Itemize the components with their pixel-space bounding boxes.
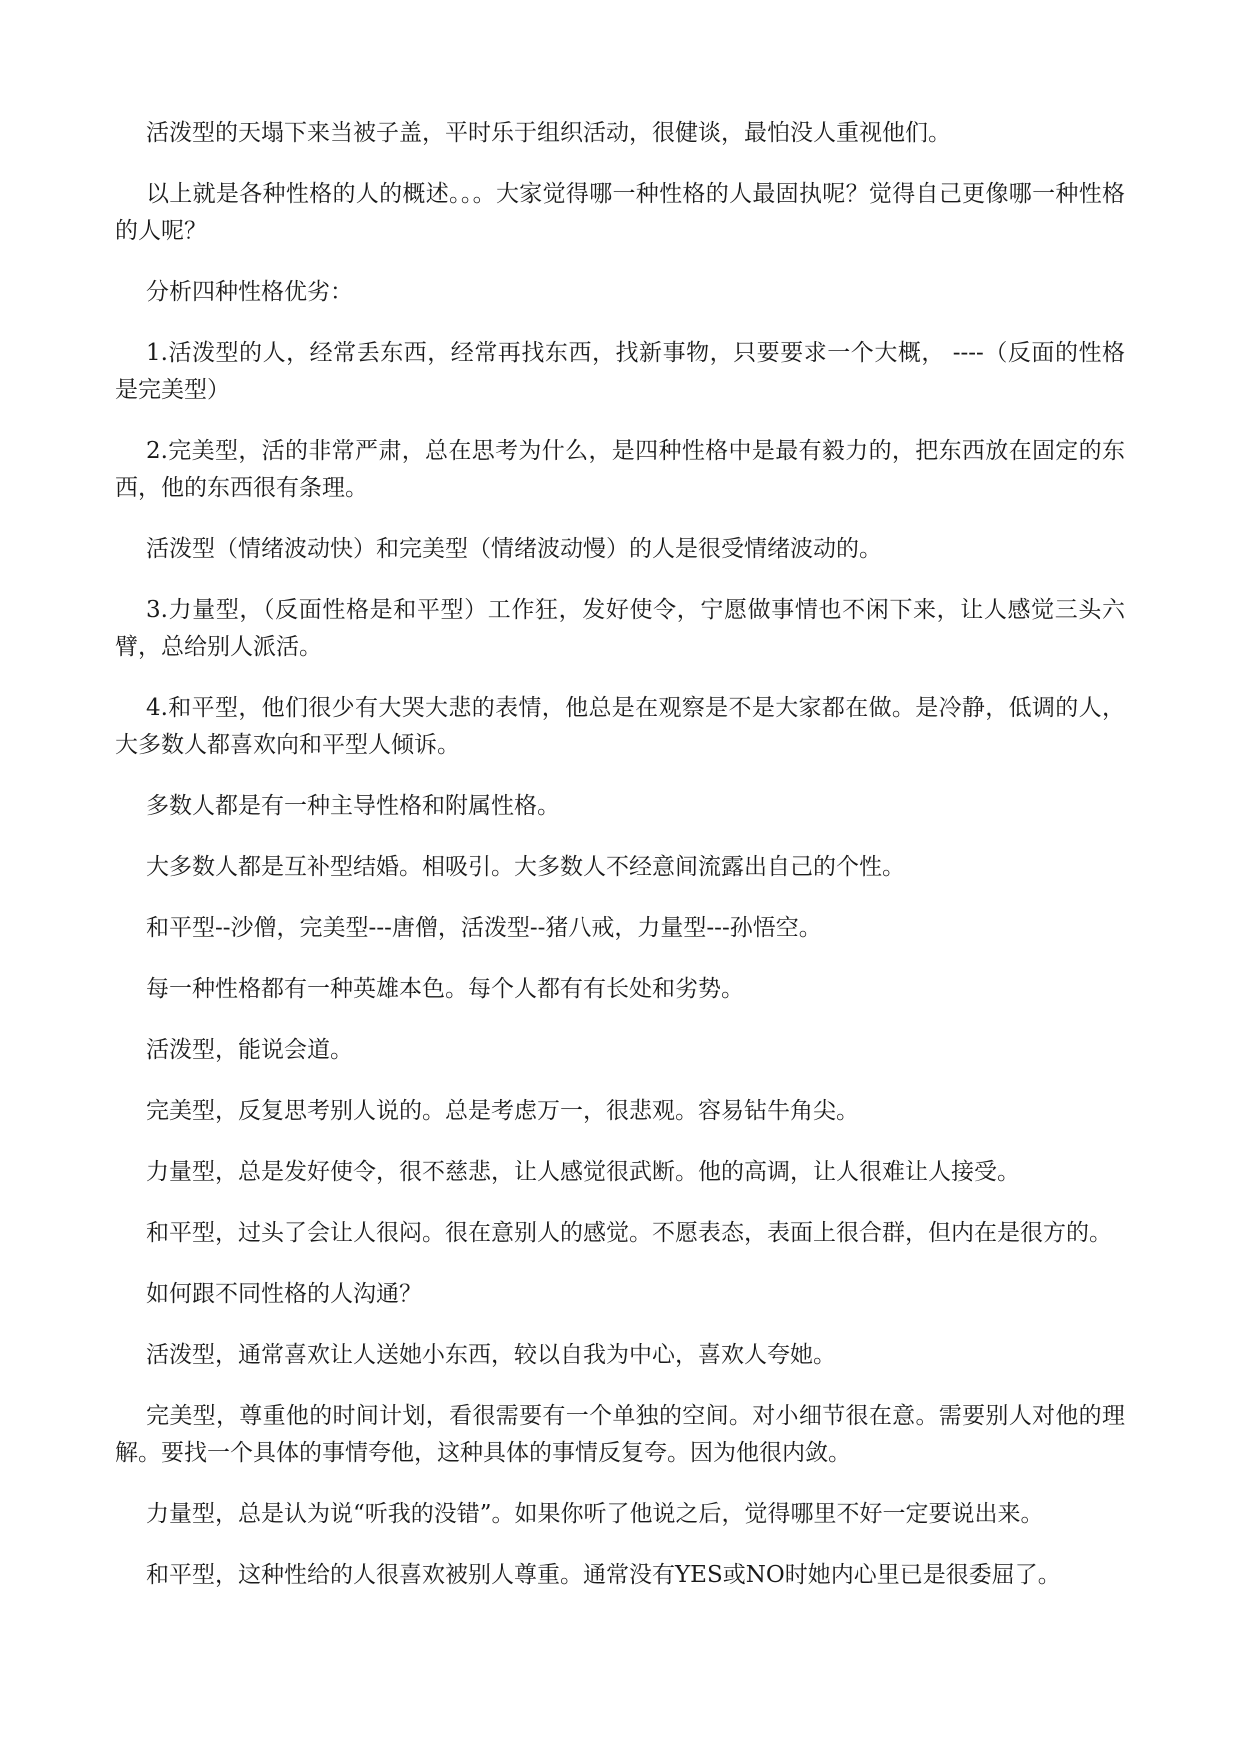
document-body [115, 115, 1125, 1618]
list-item: 4.和平型，他们很少有大哭大悲的表情，他总是在观察是不是大家都在做。是冷静，低调的人，大多数人都喜欢向和平型人倾诉。 [115, 695, 1125, 758]
paragraph: 多数人都是有一种主导性格和附属性格。 [146, 793, 560, 819]
section-heading: 分析四种性格优劣： [146, 279, 353, 305]
paragraph: 每一种性格都有一种英雄本色。每个人都有有长处和劣势。 [146, 976, 744, 1002]
paragraph: 活泼型（情绪波动快）和完美型（情绪波动慢）的人是很受情绪波动的。 [146, 536, 882, 562]
paragraph: 和平型，过头了会让人很闷。很在意别人的感觉。不愿表态，表面上很合群，但内在是很方的。 [146, 1220, 1112, 1246]
section-heading: 如何跟不同性格的人沟通？ [146, 1281, 422, 1307]
paragraph: 完美型，反复思考别人说的。总是考虑万一，很悲观。容易钻牛角尖。 [146, 1098, 859, 1124]
list-item: 1.活泼型的人，经常丢东西，经常再找东西，找新事物，只要要求一个大概， ----（反面的性格是完美型） [115, 340, 1125, 403]
paragraph: 力量型，总是认为说“听我的没错”。如果你听了他说之后，觉得哪里不好一定要说出来。 [146, 1501, 1044, 1527]
list-item: 3.力量型，（反面性格是和平型）工作狂，发好使令，宁愿做事情也不闲下来，让人感觉三头六臂，总给别人派活。 [115, 597, 1125, 660]
list-item: 2.完美型，活的非常严肃，总在思考为什么，是四种性格中是最有毅力的，把东西放在固定的东西，他的东西很有条理。 [115, 438, 1125, 501]
paragraph: 活泼型，通常喜欢让人送她小东西，较以自我为中心，喜欢人夸她。 [146, 1342, 836, 1368]
paragraph: 和平型--沙僧，完美型---唐僧，活泼型--猪八戒，力量型---孙悟空。 [146, 915, 822, 941]
paragraph: 和平型，这种性给的人很喜欢被别人尊重。通常没有YES或NO时她内心里已是很委屈了。 [146, 1562, 1061, 1588]
paragraph: 活泼型的天塌下来当被子盖，平时乐于组织活动，很健谈，最怕没人重视他们。 [146, 120, 951, 146]
paragraph: 大多数人都是互补型结婚。相吸引。大多数人不经意间流露出自己的个性。 [146, 854, 905, 880]
paragraph: 活泼型，能说会道。 [146, 1037, 353, 1063]
paragraph: 力量型，总是发好使令，很不慈悲，让人感觉很武断。他的高调，让人很难让人接受。 [146, 1159, 1020, 1185]
paragraph: 完美型，尊重他的时间计划，看很需要有一个单独的空间。对小细节很在意。需要别人对他的理解。要找一个具体的事情夸他，这种具体的事情反复夸。因为他很内敛。 [115, 1403, 1125, 1466]
paragraph: 以上就是各种性格的人的概述。。。大家觉得哪一种性格的人最固执呢？觉得自己更像哪一种性格的人呢？ [115, 181, 1125, 244]
